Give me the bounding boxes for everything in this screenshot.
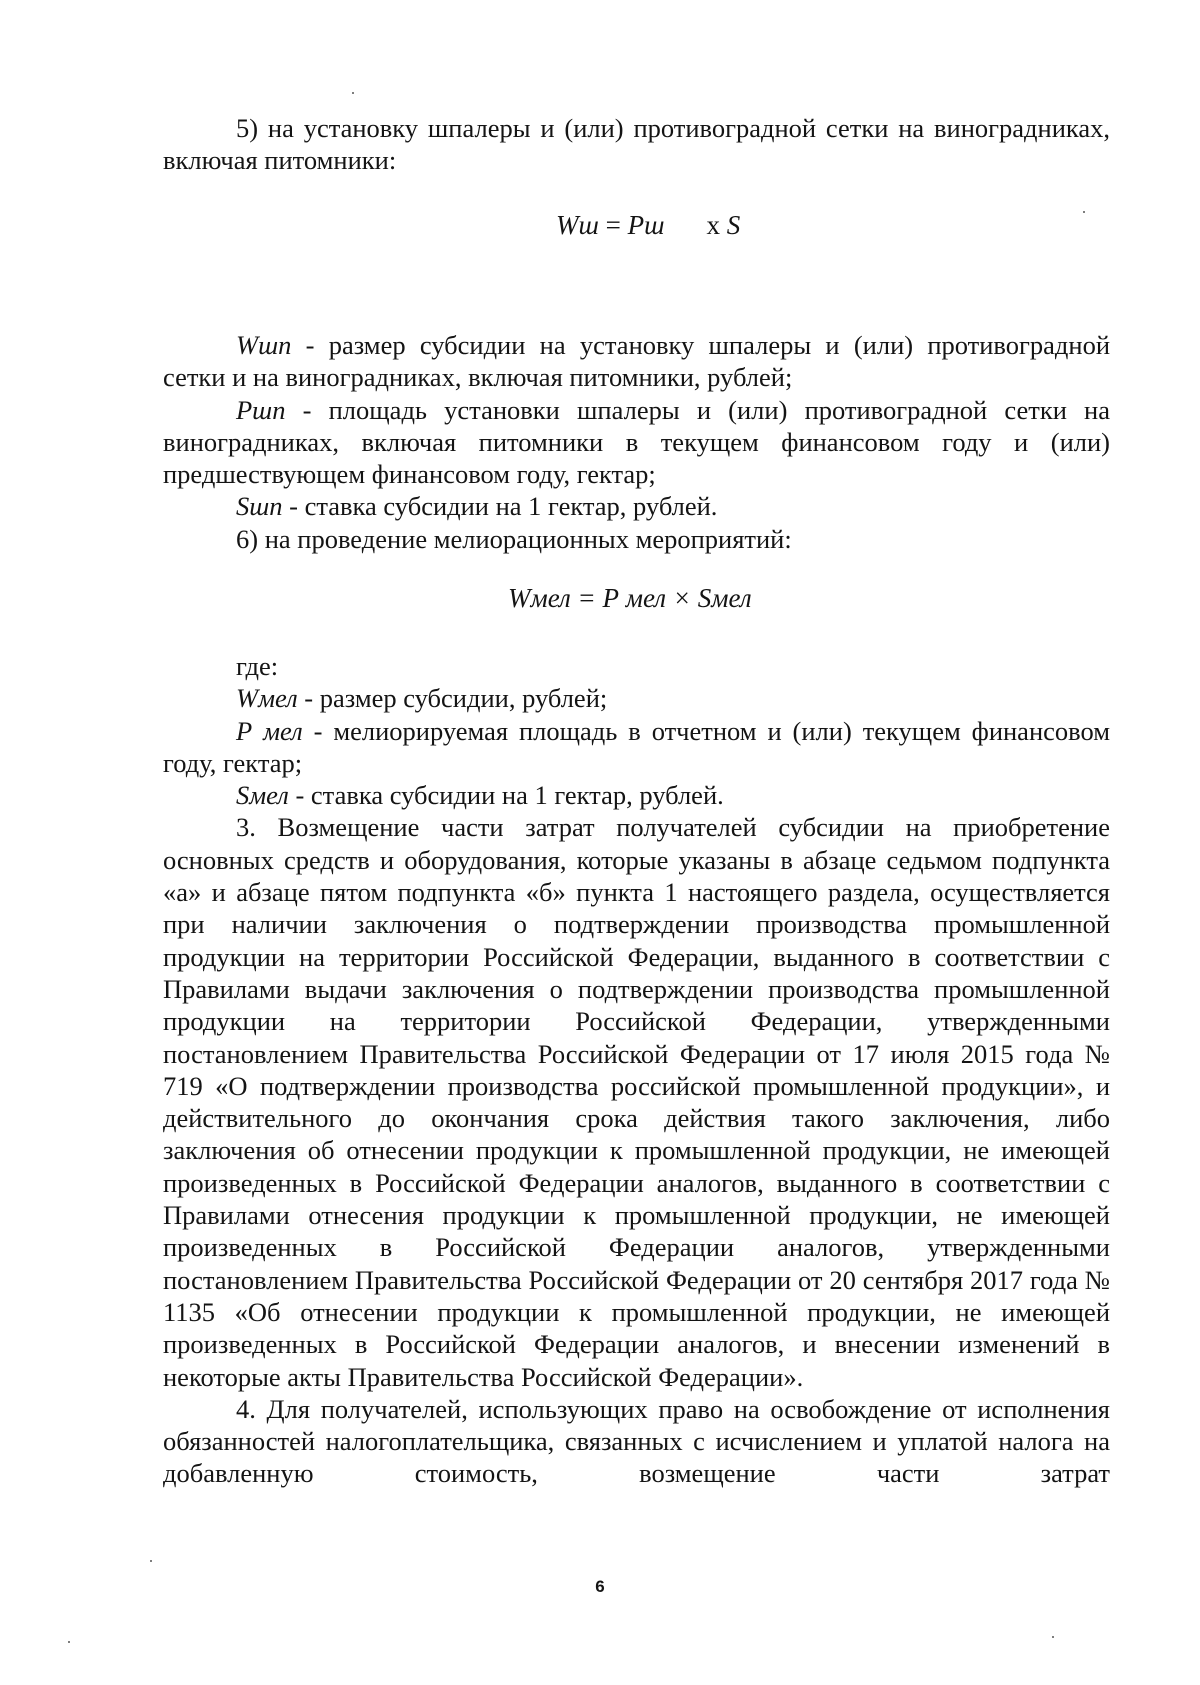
definition-text: - размер субсидии на установку шпалеры и (или) противоградной сетки и на виноградниках, включая питомники, рублей; [163,330,1110,393]
definitions-trellis [163,329,1110,555]
formula-trellis [556,210,740,241]
formula-lhs: Wш [556,210,599,240]
formula-melioration-text: Wмел = Р мел × Sмел [508,583,752,613]
definition-text: - мелиорируемая площадь в отчетном и (или) текущем финансовом году, гектар; [163,715,1110,778]
item-5-paragraph: 5) на установку шпалеры и (или) противоградной сетки на виноградниках, включая питомники: [163,113,1110,176]
definition-item [163,715,1110,780]
definition-text: - ставка субсидии на 1 гектар, рублей. [288,780,724,811]
scan-speck [1083,211,1085,213]
definition-text: - размер субсидии, рублей; [297,683,608,714]
definition-text: - ставка субсидии на 1 гектар, рублей. [282,491,718,522]
definition-symbol: Wшп [236,330,292,360]
paragraph-4: 4. Для получателей, использующих право на освобождение от исполнения обязанностей налогоплательщика, связанных с исчислением и уплатой налога на добавленную стоимость, возмещение части затрат [163,1393,1110,1489]
formula-times: x [706,210,720,240]
page-number: 6 [595,1577,605,1596]
where-label: где: [236,651,279,681]
formula-equals: = [598,210,628,240]
definition-symbol: Sмел [236,780,289,811]
scan-speck [150,1560,152,1562]
formula-melioration [508,583,752,614]
definitions-melioration [163,650,1110,1490]
definition-item [163,682,1110,714]
formula-area: Рш [627,210,665,240]
paragraph-3: 3. Возмещение части затрат получателей субсидии на приобретение основных средств и оборудования, которые указаны в абзаце седьмом подпункта «а» и абзаце пятом подпункта «б» пункта 1 настоящего раздела, осуществляется при наличии заключения о подтверждении производства промышленной продукции на территории Российской Федерации, выданного в соответствии с Правилами выдачи заключения о подтверждении производства промышленной продукции на территории Российской Федерации, утвержденными постановлением Правительства Российской Федерации от 17 июля 2015 года № 719 «О подтверждении производства российской промышленной продукции», и действительного до окончания срока действия такого заключения, либо заключения об отнесении продукции к промышленной продукции, не имеющей произведенных в Российской Федерации аналогов, выданного в соответствии с Правилами отнесения продукции к промышленной продукции, не имеющей произведенных в Российской Федерации аналогов, утвержденными постановлением Правительства Российской Федерации от 20 сентября 2017 года № 1135 «Об отнесении продукции к промышленной продукции, не имеющей произведенных в Российской Федерации аналогов, и внесении изменений в некоторые акты Правительства Российской Федерации». [163,812,1110,1392]
scan-speck [352,92,354,94]
definition-item [163,490,1110,522]
definition-symbol: Sшп [236,491,283,522]
definition-symbol: Wмел [236,683,298,714]
item-6-paragraph: 6) на проведение мелиорационных мероприятий: [236,523,792,554]
item-5-block [163,112,1110,177]
definition-text: - площадь установки шпалеры и (или) противоградной сетки на виноградниках, включая питомники в текущем финансовом году и (или) предшествующем финансовом году, гектар; [163,394,1110,490]
definition-symbol: Ршп [236,394,286,425]
definition-item [163,394,1110,491]
scan-speck [1052,1636,1054,1638]
formula-rate: S [726,210,741,240]
definition-symbol: Р мел [236,715,303,746]
definition-item [163,329,1110,394]
scan-speck [68,1641,70,1643]
definition-item [163,779,1110,811]
